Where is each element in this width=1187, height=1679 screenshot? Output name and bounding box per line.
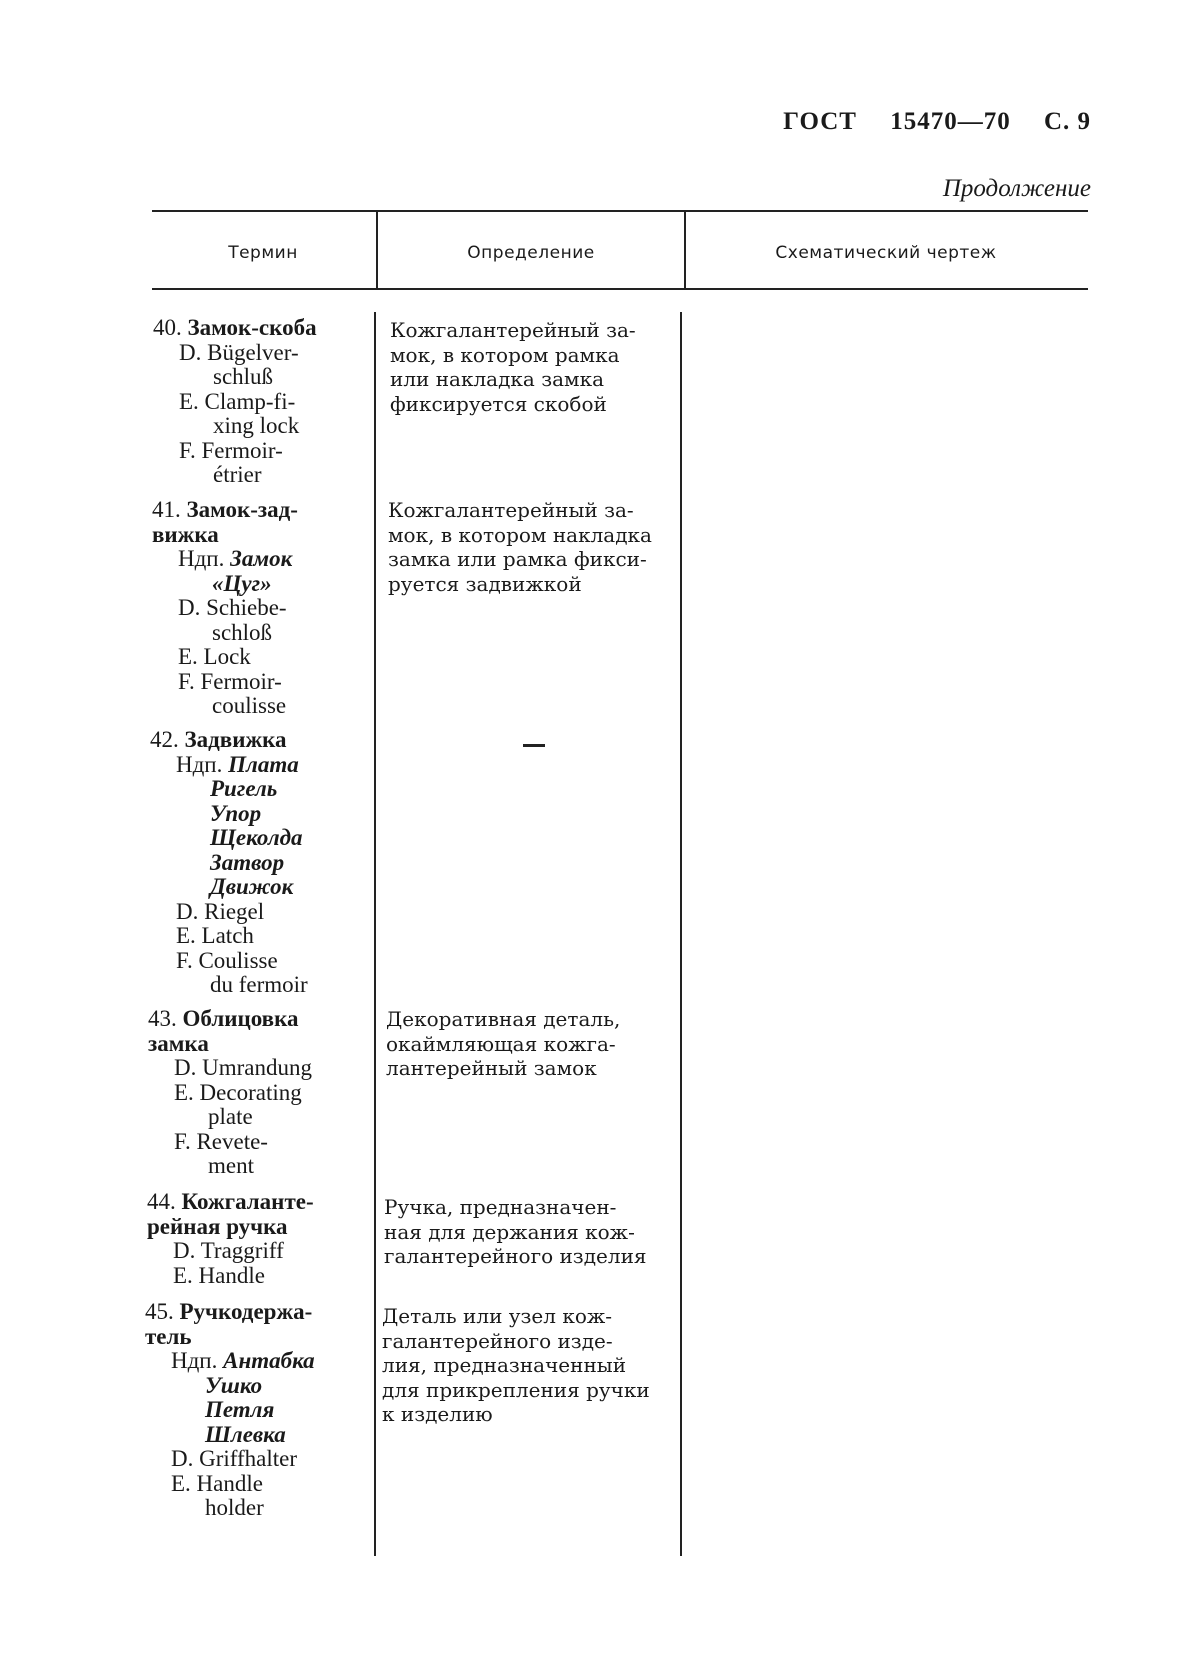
term-entry-45 [145, 1300, 315, 1521]
term-variant: Щеколда [210, 825, 303, 850]
term-number: 43. [148, 1006, 177, 1031]
term-variant: D. Umrandung [174, 1055, 312, 1080]
term-variant: E. Handle [173, 1262, 265, 1288]
term-number: 45. [145, 1299, 174, 1324]
term-variant: xing lock [213, 413, 300, 438]
term-title: тель [145, 1323, 192, 1349]
term-variant: Петля [205, 1397, 275, 1422]
term-variant: du fermoir [210, 972, 308, 997]
term-title: Задвижка [184, 727, 287, 752]
term-variant: étrier [213, 462, 262, 487]
term-number: 42. [150, 727, 179, 752]
column-header-drawing: Схематический чертеж [775, 243, 997, 263]
term-variant: E. Handle [171, 1470, 263, 1496]
column-header-definition: Определение [467, 243, 595, 263]
term-variant: E. Latch [176, 923, 254, 948]
definition-43: Декоративная деталь, окаймляющая кожга- лантерейный замок [386, 1007, 621, 1080]
term-variant: schluß [213, 364, 274, 389]
term-variant: Затвор [210, 849, 285, 875]
term-variant: Ндп. Плата [176, 751, 299, 777]
term-variant: ment [208, 1153, 254, 1178]
term-number: 41. [152, 497, 181, 522]
column-divider-2 [680, 312, 682, 1556]
page-number: С. 9 [1043, 108, 1091, 135]
term-variant: D. Traggriff [173, 1238, 284, 1263]
term-variant: D. Griffhalter [171, 1446, 298, 1471]
term-variant: F. Fermoir- [178, 668, 282, 694]
page-header [757, 108, 1091, 136]
column-header-term: Термин [228, 243, 298, 263]
term-variant: F. Coulisse [176, 947, 278, 973]
term-variant: F. Revete- [174, 1128, 268, 1154]
term-variant: D. Riegel [176, 898, 265, 924]
definition-42-dash [523, 744, 545, 747]
term-variant: Шлевка [205, 1421, 286, 1447]
term-variant: coulisse [212, 693, 287, 718]
term-variant: Ушко [205, 1372, 263, 1398]
table-top-rule [152, 210, 1088, 212]
term-variant: «Цуг» [212, 570, 272, 596]
term-number: 44. [147, 1189, 176, 1214]
term-title: замка [148, 1030, 209, 1056]
term-title: рейная ручка [147, 1213, 288, 1239]
term-variant: Ригель [210, 776, 278, 801]
column-divider-1 [374, 312, 376, 1556]
term-variant: D. Bügelver- [179, 339, 299, 365]
term-number: 40. [153, 315, 182, 340]
standard-label: ГОСТ [783, 108, 857, 135]
term-variant: F. Fermoir- [179, 437, 283, 463]
term-title: Кожгаланте- [181, 1189, 314, 1214]
term-entry-41 [152, 498, 298, 719]
term-entry-42 [150, 728, 308, 998]
table-header-rule [152, 288, 1088, 290]
term-variant: D. Schiebe- [178, 595, 287, 620]
definition-44: Ручка, предназначен- ная для держания кож- галантерейного изделия [384, 1195, 647, 1268]
term-variant: E. Lock [178, 644, 251, 669]
standard-number: 15470—70 [890, 108, 1011, 135]
term-entry-40 [153, 316, 317, 488]
definition-40: Кожгалантерейный за- мок, в котором рамка или накладка замка фиксируется скобой [390, 318, 636, 416]
term-title: Облицовка [182, 1006, 299, 1031]
term-variant: Ндп. Замок [178, 546, 293, 571]
term-title: Замок-зад- [186, 497, 298, 522]
term-variant: holder [205, 1495, 264, 1520]
term-variant: Упор [210, 800, 262, 826]
term-title: вижка [152, 521, 219, 547]
term-variant: Движок [210, 874, 294, 899]
term-entry-44 [147, 1190, 314, 1288]
term-variant: Ндп. Антабка [171, 1348, 315, 1373]
term-variant: E. Decorating [174, 1079, 302, 1105]
term-title: Ручкодержа- [179, 1299, 313, 1324]
definition-45: Деталь или узел кож- галантерейного изде- лия, предназначенный для прикрепления ручки к изделию [382, 1304, 650, 1426]
term-variant: schloß [212, 619, 273, 645]
term-title: Замок-скоба [187, 315, 317, 340]
term-variant: E. Clamp-fi- [179, 388, 296, 414]
definition-41: Кожгалантерейный за- мок, в котором накладка замка или рамка фикси- руется задвижкой [388, 498, 652, 596]
term-entry-43 [148, 1007, 312, 1179]
term-variant: plate [208, 1104, 253, 1129]
continuation-label: Продолжение [942, 175, 1091, 202]
